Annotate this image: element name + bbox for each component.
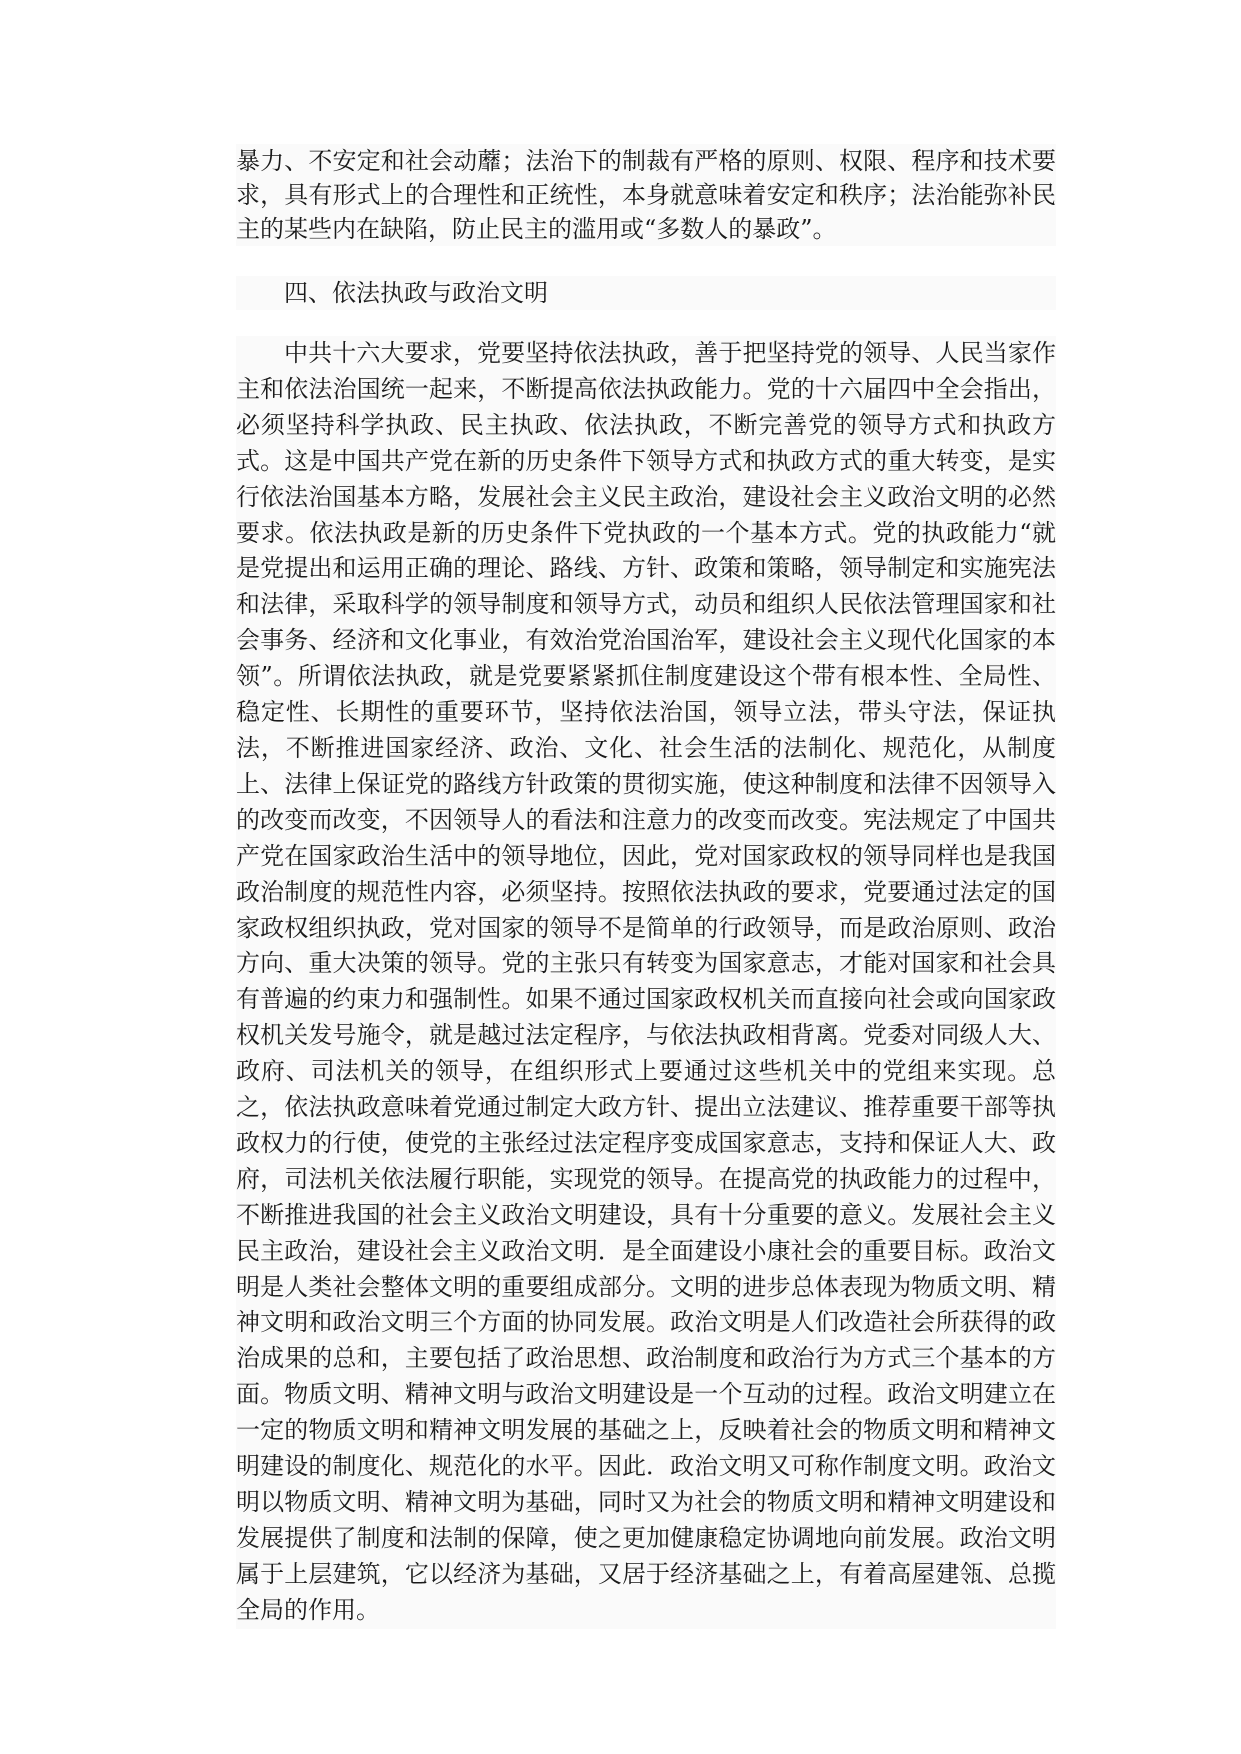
section-heading: 四、依法执政与政治文明: [236, 276, 1056, 310]
continued-paragraph: 暴力、不安定和社会动蘼；法治下的制裁有严格的原则、权限、程序和技术要求，具有形式上的合理性和正统性，本身就意味着安定和秩序；法治能弥补民主的某些内在缺陷，防止民主的滥用或“多数人的暴政”。: [236, 144, 1056, 246]
section-body-paragraph: 中共十六大要求，党要坚持依法执政，善于把坚持党的领导、人民当家作主和依法治国统一起来，不断提高依法执政能力。党的十六届四中全会指出，必须坚持科学执政、民主执政、依法执政，不断完善党的领导方式和执政方式。这是中国共产党在新的历史条件下领导方式和执政方式的重大转变，是实行依法治国基本方略，发展社会主义民主政治，建设社会主义政治文明的必然要求。依法执政是新的历史条件下党执政的一个基本方式。党的执政能力“就是党提出和运用正确的理论、路线、方针、政策和策略，领导制定和实施宪法和法律，采取科学的领导制度和领导方式，动员和组织人民依法管理国家和社会事务、经济和文化事业，有效治党治国治军，建设社会主义现代化国家的本领”。所谓依法执政，就是党要紧紧抓住制度建设这个带有根本性、全局性、稳定性、长期性的重要环节，坚持依法治国，领导立法，带头守法，保证执法，不断推进国家经济、政治、文化、社会生活的法制化、规范化，从制度上、法律上保证党的路线方针政策的贯彻实施，使这种制度和法律不因领导入的改变而改变，不因领导人的看法和注意力的改变而改变。宪法规定了中国共产党在国家政治生活中的领导地位，因此，党对国家政权的领导同样也是我国政治制度的规范性内容，必须坚持。按照依法执政的要求，党要通过法定的国家政权组织执政，党对国家的领导不是简单的行政领导，而是政治原则、政治方向、重大决策的领导。党的主张只有转变为国家意志，才能对国家和社会具有普遍的约束力和强制性。如果不通过国家政权机关而直接向社会或向国家政权机关发号施令，就是越过法定程序，与依法执政相背离。党委对同级人大、政府、司法机关的领导，在组织形式上要通过这些机关中的党组来实现。总之，依法执政意味着党通过制定大政方针、提出立法建议、推荐重要干部等执政权力的行使，使党的主张经过法定程序变成国家意志，支持和保证人大、政府，司法机关依法履行职能，实现党的领导。在提高党的执政能力的过程中，不断推进我国的社会主义政治文明建设，具有十分重要的意义。发展社会主义民主政治，建设社会主义政治文明．是全面建设小康社会的重要目标。政治文明是人类社会整体文明的重要组成部分。文明的进步总体表现为物质文明、精神文明和政治文明三个方面的协同发展。政治文明是人们改造社会所获得的政治成果的总和，主要包括了政治思想、政治制度和政治行为方式三个基本的方面。物质文明、精神文明与政治文明建设是一个互动的过程。政治文明建立在一定的物质文明和精神文明发展的基础之上，反映着社会的物质文明和精神文明建设的制度化、规范化的水平。因此．政治文明又可称作制度文明。政治文明以物质文明、精神文明为基础，同时又为社会的物质文明和精神文明建设和发展提供了制度和法制的保障，使之更加健康稳定协调地向前发展。政治文明属于上层建筑，它以经济为基础，又居于经济基础之上，有着高屋建瓴、总揽全局的作用。: [236, 336, 1056, 1629]
